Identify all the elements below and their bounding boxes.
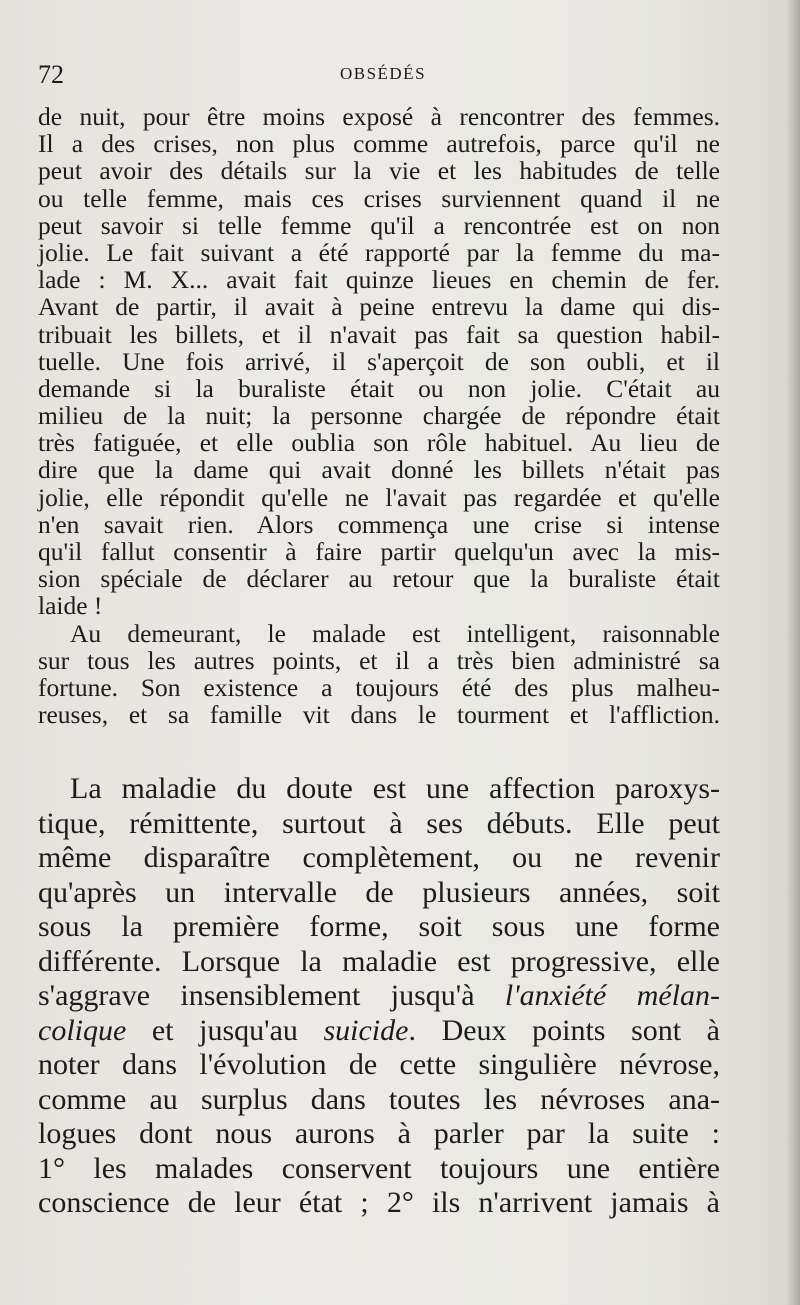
italic-run: colique	[38, 1013, 127, 1047]
small-text-block	[38, 103, 720, 728]
text-line: Avant de partir, il avait à peine entrevu la dame qui dis-	[38, 292, 720, 322]
text-line: dire que la dame qui avait donné les billets n'était pas	[38, 455, 720, 485]
text-line: jolie, elle répondit qu'elle ne l'avait pas regardée et qu'elle	[38, 482, 720, 512]
text-line: demande si la buraliste était ou non jolie. C'était au	[38, 373, 720, 403]
text-line: laide !	[38, 591, 103, 621]
text-line: sur tous les autres points, et il a très bien administré sa	[38, 645, 720, 675]
text-line: sion spéciale de déclarer au retour que la buraliste était	[38, 564, 720, 594]
text-line: logues dont nous aurons à parler par la suite :	[38, 1117, 720, 1150]
paragraph-first-line: La maladie du doute est une affection paroxys-	[70, 772, 720, 805]
text-line: fortune. Son existence a toujours été des plus malheu-	[38, 672, 720, 702]
text-run: et jusqu'au	[126, 1013, 324, 1047]
text-line: jolie. Le fait suivant a été rapporté par la femme du ma-	[38, 237, 720, 267]
text-line: comme au surplus dans toutes les névroses ana-	[38, 1082, 720, 1116]
text-line: tribuait les billets, et il n'avait pas fait sa question habil-	[38, 319, 720, 349]
running-title: OBSÉDÉS	[339, 64, 427, 83]
text-line: tuelle. Une fois arrivé, il s'aperçoit de son oubli, et il	[38, 346, 720, 376]
text-line	[38, 1014, 720, 1049]
text-line: peut avoir des détails sur la vie et les habitudes de telle	[38, 156, 720, 186]
text-line: milieu de la nuit; la personne chargée de répondre était	[38, 401, 720, 431]
text-line: même disparaître complètement, ou ne revenir	[38, 841, 720, 874]
text-line: ou telle femme, mais ces crises surviennent quand il ne	[38, 183, 720, 213]
page-number: 72	[38, 60, 64, 89]
text-line: tique, rémittente, surtout à ses débuts. Elle peut	[38, 806, 720, 840]
italic-run: l'anxiété mélan-	[504, 979, 720, 1012]
text-line: de nuit, pour être moins exposé à rencontrer des femmes.	[38, 102, 720, 131]
page-edge-shadow	[786, 0, 800, 1305]
text-line: n'en savait rien. Alors commença une crise si intense	[38, 509, 720, 539]
text-run: s'aggrave insensiblement jusqu'à	[38, 979, 505, 1012]
text-line: 1° les malades conservent toujours une entière	[38, 1151, 720, 1185]
text-line: conscience de leur état ; 2° ils n'arrivent jamais à	[38, 1186, 720, 1219]
text-line: très fatiguée, et elle oublia son rôle habituel. Au lieu de	[38, 428, 720, 458]
text-line: Il a des crises, non plus comme autrefois, parce qu'il ne	[38, 129, 720, 159]
italic-run: suicide	[323, 1013, 409, 1047]
text-line: noter dans l'évolution de cette singulière névrose,	[38, 1048, 720, 1081]
text-line: sous la première forme, soit sous une forme	[38, 910, 720, 943]
page-header	[38, 60, 728, 90]
text-line: reuses, et sa famille vit dans le tourment et l'affliction.	[38, 700, 720, 730]
large-text-block	[38, 772, 720, 1221]
text-run: . Deux points sont à	[408, 1013, 720, 1047]
text-line: qu'après un intervalle de plusieurs années, soit	[38, 875, 720, 909]
text-line: peut savoir si telle femme qu'il a rencontrée est on non	[38, 210, 720, 240]
paragraph-first-line: Au demeurant, le malade est intelligent, raisonnable	[70, 618, 720, 648]
text-line: différente. Lorsque la maladie est progressive, elle	[38, 944, 720, 978]
text-line	[38, 979, 720, 1014]
text-line: qu'il fallut consentir à faire partir quelqu'un avec la mis-	[38, 537, 720, 566]
text-line: lade : M. X... avait fait quinze lieues en chemin de fer.	[38, 265, 720, 295]
